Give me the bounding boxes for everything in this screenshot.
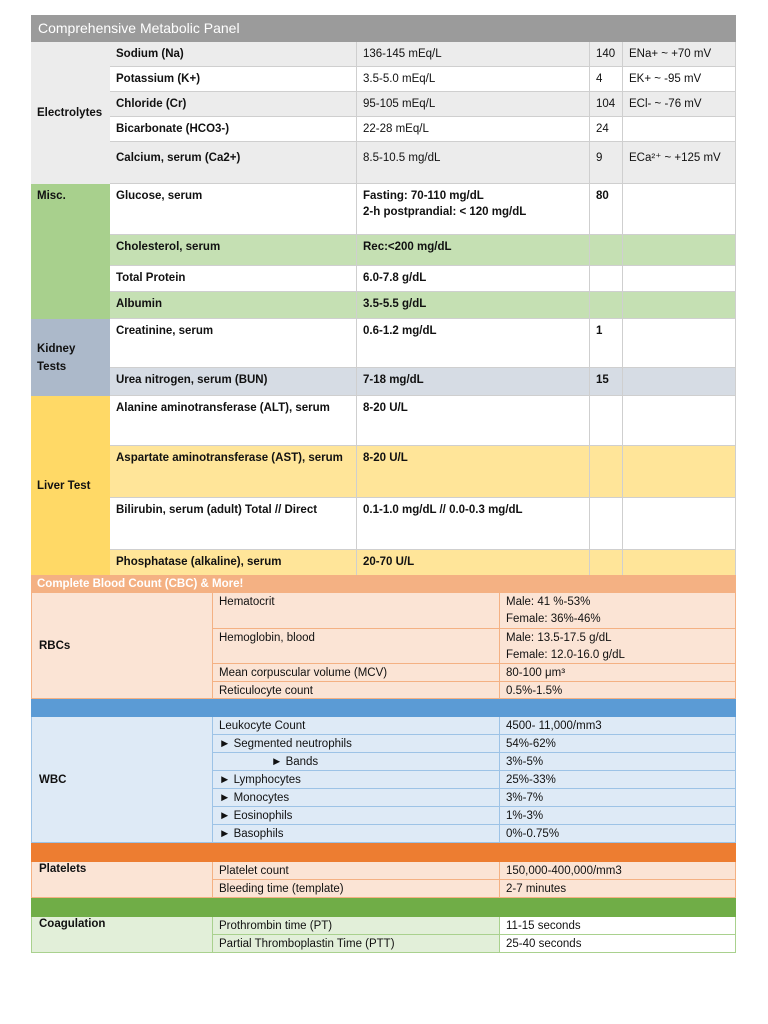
row-name: ► Eosinophils — [213, 807, 500, 825]
group-kidney — [31, 319, 110, 396]
row-range: 0%-0.75% — [500, 825, 736, 843]
test-range-line2: 2-h postprandial: < 120 mg/dL — [363, 206, 527, 218]
group-rbc-label: RBCs — [39, 639, 71, 652]
row-name: Bleeding time (template) — [213, 880, 500, 898]
wbc-band — [31, 699, 736, 717]
row-name: ► Bands — [213, 753, 500, 771]
row-range — [500, 629, 736, 664]
test-name: Chloride (Cr) — [110, 92, 357, 117]
test-name: Albumin — [110, 292, 357, 319]
test-range: 0.6-1.2 mg/dL — [357, 319, 590, 368]
cbc-title: Complete Blood Count (CBC) & More! — [31, 575, 736, 593]
test-potential: EK+ ~ -95 mV — [623, 67, 736, 92]
test-name: Creatinine, serum — [110, 319, 357, 368]
test-name: Sodium (Na) — [110, 42, 357, 67]
test-value: 104 — [590, 92, 623, 117]
test-range: 95-105 mEq/L — [357, 92, 590, 117]
row-range: 4500- 11,000/mm3 — [500, 717, 736, 735]
test-value — [590, 396, 623, 446]
group-wbc-label: WBC — [39, 773, 67, 786]
test-potential — [623, 266, 736, 292]
test-name: Alanine aminotransferase (ALT), serum — [110, 396, 357, 446]
test-value: 4 — [590, 67, 623, 92]
test-potential — [623, 446, 736, 498]
table-row — [110, 292, 736, 319]
table-row — [110, 184, 736, 235]
test-value — [590, 498, 623, 550]
test-value: 1 — [590, 319, 623, 368]
table-row — [213, 825, 736, 843]
test-potential: ECl- ~ -76 mV — [623, 92, 736, 117]
test-range: 3.5-5.0 mEq/L — [357, 67, 590, 92]
table-row — [213, 862, 736, 880]
group-platelets — [31, 862, 213, 898]
platelet-band — [31, 843, 736, 862]
table-row — [110, 446, 736, 498]
row-range-line1: Male: 41 %-53% — [506, 596, 591, 608]
table-row — [110, 142, 736, 184]
row-name: Hematocrit — [213, 593, 500, 629]
table-row — [213, 935, 736, 953]
test-value: 24 — [590, 117, 623, 142]
table-row — [110, 319, 736, 368]
test-value: 15 — [590, 368, 623, 396]
test-name: Calcium, serum (Ca2+) — [110, 142, 357, 184]
row-name: ► Basophils — [213, 825, 500, 843]
row-name: Partial Thromboplastin Time (PTT) — [213, 935, 500, 953]
group-electrolytes — [31, 42, 110, 184]
table-row — [213, 593, 736, 629]
group-misc-label: Misc. — [37, 190, 66, 202]
table-row — [213, 880, 736, 898]
table-row — [213, 917, 736, 935]
test-name: Bilirubin, serum (adult) Total // Direct — [110, 498, 357, 550]
test-range: 8-20 U/L — [357, 396, 590, 446]
table-row — [213, 682, 736, 699]
test-name: Cholesterol, serum — [110, 235, 357, 266]
test-value — [590, 235, 623, 266]
test-potential — [623, 292, 736, 319]
test-name: Potassium (K+) — [110, 67, 357, 92]
row-name: Platelet count — [213, 862, 500, 880]
row-range: 2-7 minutes — [500, 880, 736, 898]
row-range: 0.5%-1.5% — [500, 682, 736, 699]
row-name: Hemoglobin, blood — [213, 629, 500, 664]
table-row — [110, 396, 736, 446]
table-row — [110, 67, 736, 92]
test-value: 80 — [590, 184, 623, 235]
table-row — [110, 92, 736, 117]
test-potential — [623, 550, 736, 576]
row-range-line2: Female: 36%-46% — [506, 613, 601, 625]
test-potential — [623, 117, 736, 142]
test-potential — [623, 319, 736, 368]
test-range-line1: Fasting: 70-110 mg/dL — [363, 190, 484, 202]
row-range: 54%-62% — [500, 735, 736, 753]
cmp-title: Comprehensive Metabolic Panel — [31, 15, 736, 42]
test-range: 7-18 mg/dL — [357, 368, 590, 396]
row-range: 80-100 μm³ — [500, 664, 736, 682]
section-rbc — [31, 593, 736, 699]
section-wbc — [31, 717, 736, 843]
table-row — [213, 717, 736, 735]
row-range: 25%-33% — [500, 771, 736, 789]
test-value — [590, 292, 623, 319]
test-range: 6.0-7.8 g/dL — [357, 266, 590, 292]
group-coagulation — [31, 917, 213, 953]
table-row — [213, 771, 736, 789]
row-name: ► Lymphocytes — [213, 771, 500, 789]
test-range: 22-28 mEq/L — [357, 117, 590, 142]
row-range: 11-15 seconds — [500, 917, 736, 935]
row-range: 3%-5% — [500, 753, 736, 771]
test-range: 0.1-1.0 mg/dL // 0.0-0.3 mg/dL — [357, 498, 590, 550]
test-potential: ENa+ ~ +70 mV — [623, 42, 736, 67]
cmp-table — [31, 15, 736, 576]
test-value: 9 — [590, 142, 623, 184]
group-coagulation-label: Coagulation — [39, 918, 106, 930]
row-name: ► Segmented neutrophils — [213, 735, 500, 753]
test-range: 8-20 U/L — [357, 446, 590, 498]
test-value — [590, 446, 623, 498]
test-range: 20-70 U/L — [357, 550, 590, 576]
group-electrolytes-label: Electrolytes — [37, 107, 103, 119]
cbc-table — [31, 575, 736, 953]
test-name: Glucose, serum — [110, 184, 357, 235]
row-range: 1%-3% — [500, 807, 736, 825]
test-potential: ECa²⁺ ~ +125 mV — [623, 142, 736, 184]
coag-band — [31, 898, 736, 917]
section-coagulation — [31, 917, 736, 953]
table-row — [110, 498, 736, 550]
test-range — [357, 184, 590, 235]
row-name: Prothrombin time (PT) — [213, 917, 500, 935]
row-name: Mean corpuscular volume (MCV) — [213, 664, 500, 682]
group-liver — [31, 396, 110, 576]
group-platelets-label: Platelets — [39, 863, 87, 875]
table-row — [213, 807, 736, 825]
test-potential — [623, 235, 736, 266]
row-range: 150,000-400,000/mm3 — [500, 862, 736, 880]
table-row — [213, 664, 736, 682]
table-row — [213, 753, 736, 771]
row-range: 3%-7% — [500, 789, 736, 807]
test-potential — [623, 184, 736, 235]
group-kidney-label: Kidney Tests — [37, 342, 76, 373]
row-range-line2: Female: 12.0-16.0 g/dL — [506, 649, 625, 661]
test-value — [590, 266, 623, 292]
group-misc — [31, 184, 110, 319]
section-platelets — [31, 862, 736, 898]
test-range: 136-145 mEq/L — [357, 42, 590, 67]
test-name: Phosphatase (alkaline), serum — [110, 550, 357, 576]
group-liver-label: Liver Test — [37, 480, 91, 492]
test-range: Rec:<200 mg/dL — [357, 235, 590, 266]
group-rbc — [31, 593, 213, 699]
group-wbc — [31, 717, 213, 843]
row-name: Leukocyte Count — [213, 717, 500, 735]
test-name: Urea nitrogen, serum (BUN) — [110, 368, 357, 396]
table-row — [110, 235, 736, 266]
test-potential — [623, 396, 736, 446]
table-row — [213, 789, 736, 807]
test-potential — [623, 368, 736, 396]
table-row — [110, 117, 736, 142]
test-value: 140 — [590, 42, 623, 67]
table-row — [110, 550, 736, 576]
row-range — [500, 593, 736, 629]
table-row — [110, 266, 736, 292]
test-potential — [623, 498, 736, 550]
table-row — [213, 629, 736, 664]
table-row — [110, 42, 736, 67]
row-name: ► Monocytes — [213, 789, 500, 807]
row-name: Reticulocyte count — [213, 682, 500, 699]
test-range: 8.5-10.5 mg/dL — [357, 142, 590, 184]
row-range-line1: Male: 13.5-17.5 g/dL — [506, 632, 612, 644]
table-row — [110, 368, 736, 396]
test-name: Total Protein — [110, 266, 357, 292]
test-name: Bicarbonate (HCO3-) — [110, 117, 357, 142]
test-value — [590, 550, 623, 576]
row-range: 25-40 seconds — [500, 935, 736, 953]
table-row — [213, 735, 736, 753]
test-name: Aspartate aminotransferase (AST), serum — [110, 446, 357, 498]
test-range: 3.5-5.5 g/dL — [357, 292, 590, 319]
